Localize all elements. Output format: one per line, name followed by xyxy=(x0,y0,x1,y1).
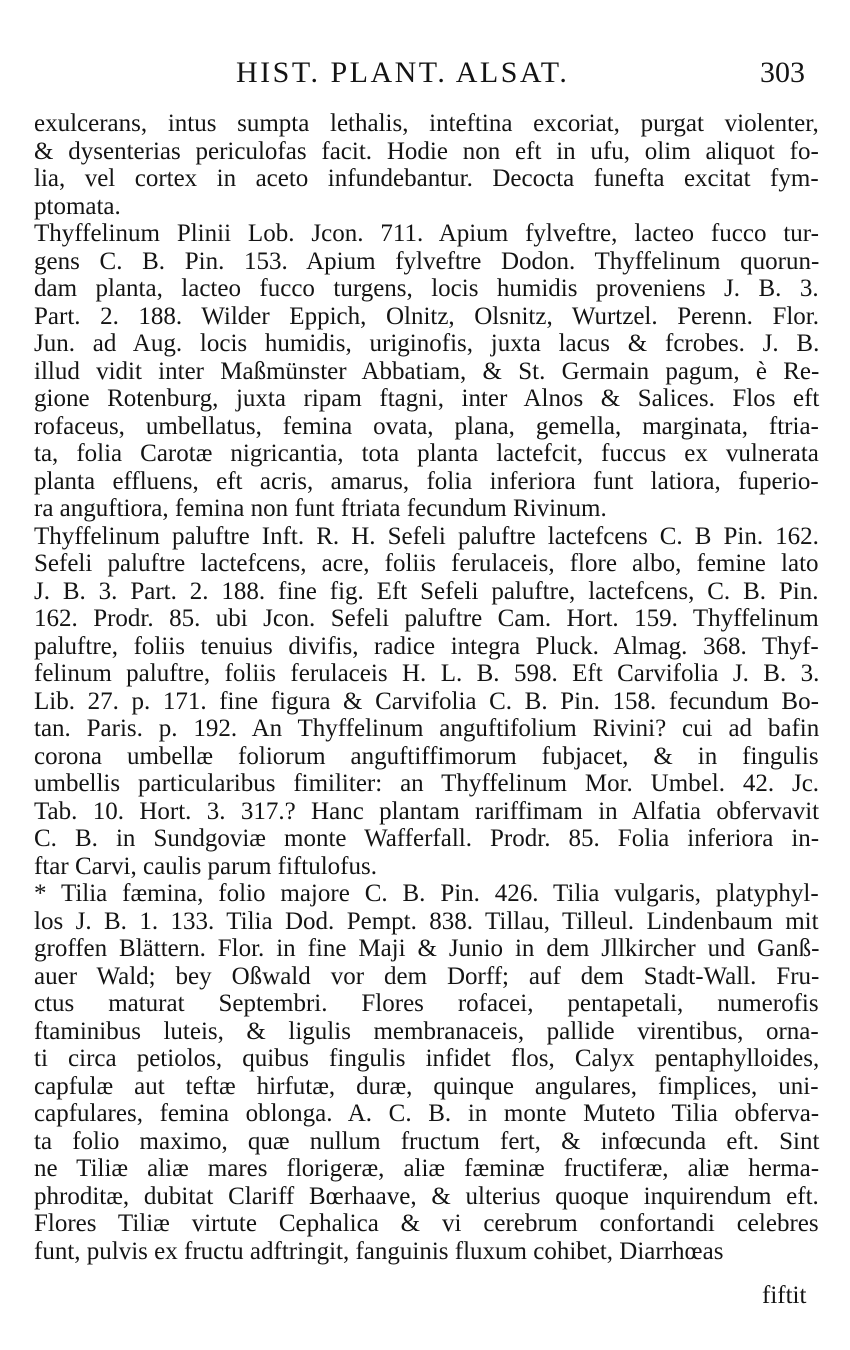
text-line: phroditæ, dubitat Clariff Bœrhaave, & ulterius quoque inquirendum eft. xyxy=(34,1182,819,1210)
text-line: funt, pulvis ex fructu adftringit, fanguinis fluxum cohibet, Diarrhœas xyxy=(34,1237,724,1265)
running-head xyxy=(0,56,850,96)
text-line: C. B. in Sundgoviæ monte Wafferfall. Prodr. 85. Folia inferiora in- xyxy=(34,825,820,852)
text-line: ptomata. xyxy=(34,192,121,220)
text-line: J. B. 3. Part. 2. 188. fine fig. Eft Sefeli paluftre, lactefcens, C. B. Pin. xyxy=(34,577,819,605)
text-line: exulcerans, intus sumpta lethalis, inteftina excoriat, purgat violenter, xyxy=(34,110,819,137)
text-line: lia, vel cortex in aceto infundebantur. Decocta funefta excitat fym- xyxy=(34,165,819,192)
text-line: corona umbellæ foliorum anguftiffimorum fubjacet, & in fingulis xyxy=(34,742,819,770)
text-line: rofaceus, umbellatus, femina ovata, plana, gemella, marginata, ftria- xyxy=(34,412,819,440)
text-line: planta effluens, eft acris, amarus, folia inferiora funt latiora, fuperio- xyxy=(34,467,819,495)
body-text xyxy=(34,110,819,1265)
text-line: felinum paluftre, foliis ferulaceis H. L. B. 598. Eft Carvifolia J. B. 3. xyxy=(34,660,820,687)
text-line: dam planta, lacteo fucco turgens, locis humidis proveniens J. B. 3. xyxy=(34,275,819,302)
text-line: Tab. 10. Hort. 3. 317.? Hanc plantam rariffimam in Alfatia obfervavit xyxy=(34,797,820,825)
text-line: ta, folia Carotæ nigricantia, tota planta lactefcit, fuccus ex vulnerata xyxy=(34,440,819,467)
text-line: ctus maturat Septembri. Flores rofacei, pentapetali, numerofis xyxy=(34,990,819,1017)
text-line: ti circa petiolos, quibus fingulis infidet flos, Calyx pentaphylloides, xyxy=(34,1045,820,1072)
text-line: paluftre, foliis tenuius divifis, radice integra Pluck. Almag. 368. Thyf- xyxy=(34,632,819,660)
catchword: fiftit xyxy=(762,1282,807,1309)
text-line: gione Rotenburg, juxta ripam ftagni, inter Alnos & Salices. Flos eft xyxy=(34,385,820,412)
text-line: Jun. ad Aug. locis humidis, uriginofis, juxta lacus & fcrobes. J. B. xyxy=(34,330,820,357)
text-line: ne Tiliæ aliæ mares florigeræ, aliæ fæminæ fructiferæ, aliæ herma- xyxy=(34,1155,820,1182)
text-line: * Tilia fæmina, folio majore C. B. Pin. 426. Tilia vulgaris, platyphyl- xyxy=(34,880,819,907)
text-line: ftar Carvi, caulis parum fiftulofus. xyxy=(34,852,377,880)
page-number: 303 xyxy=(760,56,805,89)
text-line: 162. Prodr. 85. ubi Jcon. Sefeli paluftre Cam. Hort. 159. Thyffelinum xyxy=(34,605,819,632)
text-line: Thyffelinum paluftre Inft. R. H. Sefeli paluftre lactefcens C. B Pin. 162. xyxy=(34,522,819,550)
text-line: ta folio maximo, quæ nullum fructum fert, & infœcunda eft. Sint xyxy=(34,1127,820,1155)
running-title: HIST. PLANT. ALSAT. xyxy=(236,56,570,89)
text-line: Lib. 27. p. 171. fine figura & Carvifolia C. B. Pin. 158. fecundum Bo- xyxy=(34,687,819,715)
text-line: los J. B. 1. 133. Tilia Dod. Pempt. 838. Tillau, Tilleul. Lindenbaum mit xyxy=(34,907,819,935)
text-line: tan. Paris. p. 192. An Thyffelinum anguftifolium Rivini? cui ad bafin xyxy=(34,715,820,742)
text-line: auer Wald; bey Oßwald vor dem Dorff; auf dem Stadt-Wall. Fru- xyxy=(34,962,820,990)
text-line: capfulæ aut teftæ hirfutæ, duræ, quinque angulares, fimplices, uni- xyxy=(34,1072,819,1100)
text-line: gens C. B. Pin. 153. Apium fylveftre Dodon. Thyffelinum quorun- xyxy=(34,247,820,275)
text-line: umbellis particularibus fimiliter: an Thyffelinum Mor. Umbel. 42. Jc. xyxy=(34,770,820,797)
text-line: illud vidit inter Maßmünster Abbatiam, & St. Germain pagum, è Re- xyxy=(34,357,820,385)
text-line: ftaminibus luteis, & ligulis membranaceis, pallide virentibus, orna- xyxy=(34,1017,819,1045)
text-line: groffen Blättern. Flor. in fine Maji & Junio in dem Jllkircher und Ganß- xyxy=(34,935,820,962)
text-line: Flores Tiliæ virtute Cephalica & vi cerebrum confortandi celebres xyxy=(34,1210,819,1237)
text-line: Part. 2. 188. Wilder Eppich, Olnitz, Olsnitz, Wurtzel. Perenn. Flor. xyxy=(34,302,819,330)
text-line: Thyffelinum Plinii Lob. Jcon. 711. Apium fylveftre, lacteo fucco tur- xyxy=(34,220,819,247)
text-line: & dysenterias periculofas facit. Hodie non eft in ufu, olim aliquot fo- xyxy=(34,137,819,165)
text-line: Sefeli paluftre lactefcens, acre, foliis ferulaceis, flore albo, femine lato xyxy=(34,550,819,577)
text-line: capfulares, femina oblonga. A. C. B. in monte Muteto Tilia obferva- xyxy=(34,1100,820,1127)
text-line: ra anguftiora, femina non funt ftriata fecundum Rivinum. xyxy=(34,495,607,522)
